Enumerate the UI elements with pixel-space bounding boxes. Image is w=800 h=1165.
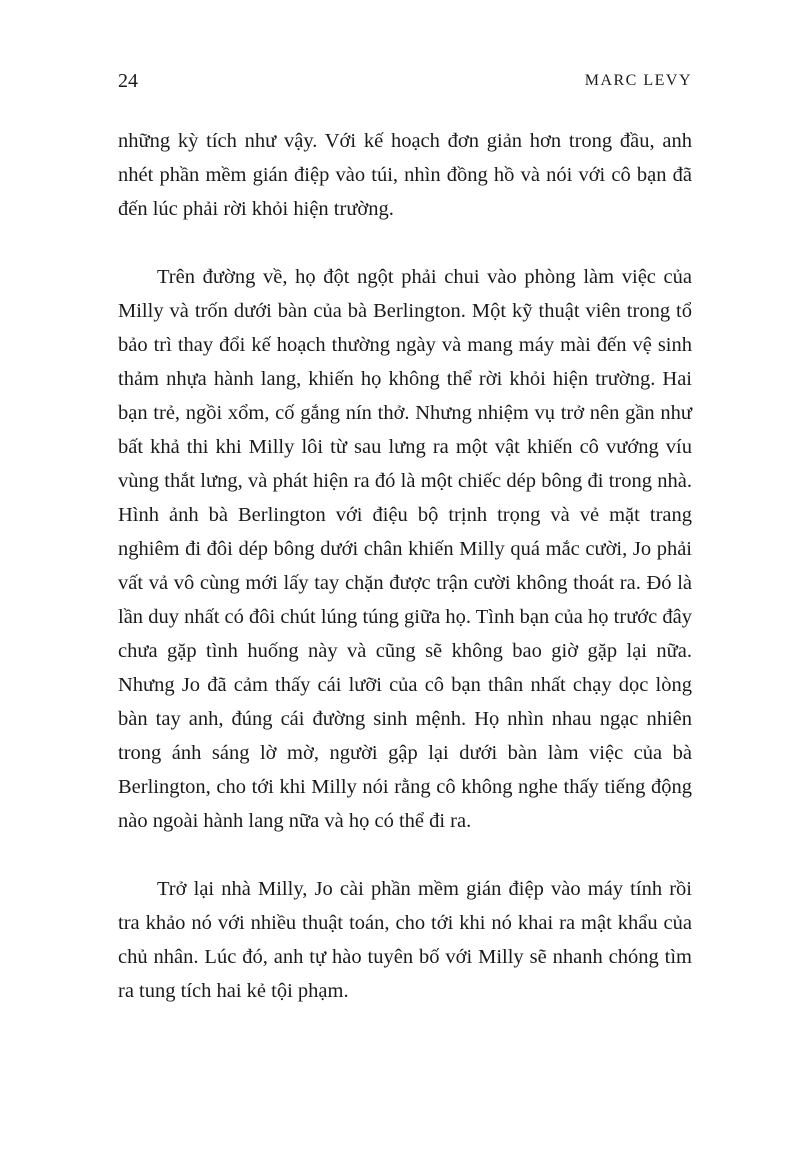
page-number: 24 [118,70,138,92]
paragraph-2: Trên đường về, họ đột ngột phải chui vào phòng làm việc của Milly và trốn dưới bàn của bà Berlington. Một kỹ thuật viên trong tổ bảo trì thay đổi kế hoạch thường ngày và mang máy mài đến vệ sinh thảm nhựa hành lang, khiến họ không thể rời khỏi hiện trường. Hai bạn trẻ, ngồi xổm, cố gắng nín thở. Nhưng nhiệm vụ trở nên gần như bất khả thi khi Milly lôi từ sau lưng ra một vật khiến cô vướng víu vùng thắt lưng, và phát hiện ra đó là một chiếc dép bông đi trong nhà. Hình ảnh bà Berlington với điệu bộ trịnh trọng và vẻ mặt trang nghiêm đi đôi dép bông dưới chân khiến Milly quá mắc cười, Jo phải vất vả vô cùng mới lấy tay chặn được trận cười không thoát ra. Đó là lần duy nhất có đôi chút lúng túng giữa họ. Tình bạn của họ trước đây chưa gặp tình huống này và cũng sẽ không bao giờ gặp lại nữa. Nhưng Jo đã cảm thấy cái lưỡi của cô bạn thân nhất chạy dọc lòng bàn tay anh, đúng cái đường sinh mệnh. Họ nhìn nhau ngạc nhiên trong ánh sáng lờ mờ, người gập lại dưới bàn làm việc của bà Berlington, cho tới khi Milly nói rằng cô không nghe thấy tiếng động nào ngoài hành lang nữa và họ có thể đi ra. [118,266,692,832]
running-head-author: MARC LEVY [584,72,692,89]
paragraph-3: Trở lại nhà Milly, Jo cài phần mềm gián điệp vào máy tính rồi tra khảo nó với nhiều thuật toán, cho tới khi nó khai ra mật khẩu của chủ nhân. Lúc đó, anh tự hào tuyên bố với Milly sẽ nhanh chóng tìm ra tung tích hai kẻ tội phạm. [118,878,692,1002]
body-text [118,124,692,1008]
page-header [118,70,692,100]
paragraph-1: những kỳ tích như vậy. Với kế hoạch đơn giản hơn trong đầu, anh nhét phần mềm gián điệp vào túi, nhìn đồng hồ và nói với cô bạn đã đến lúc phải rời khỏi hiện trường. [118,130,692,220]
